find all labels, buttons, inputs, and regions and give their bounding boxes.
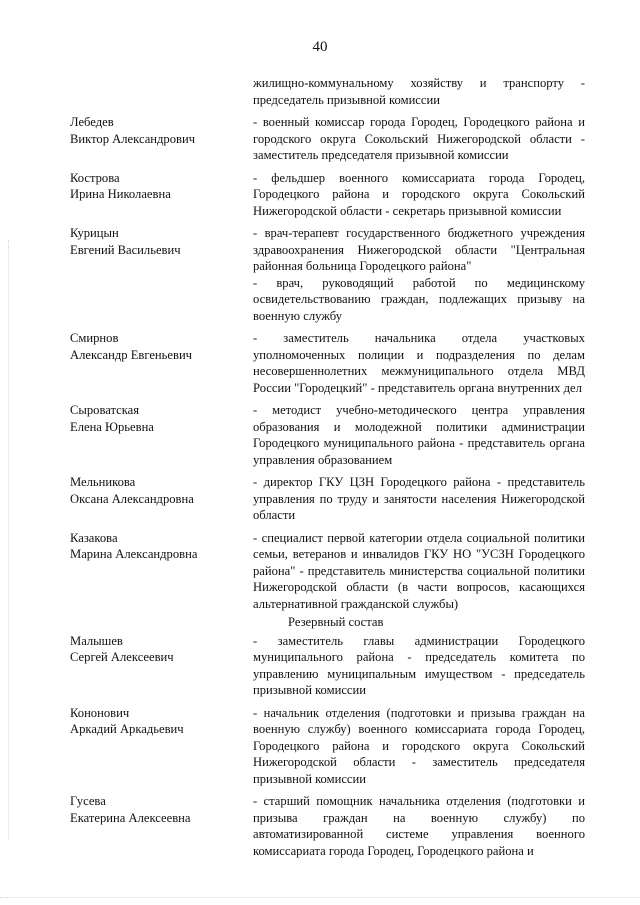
role-text: - врач-терапевт государственного бюджетного учреждения здравоохранения Нижегородской области "Центральная районная больница Городецкого района" [253,226,585,273]
member-surname: Гусева [70,794,106,808]
member-name [70,633,253,699]
member-name [70,114,253,164]
member-name [70,705,253,788]
scan-edge-bottom [0,897,640,899]
member-entry [70,402,585,468]
member-entry [70,114,585,164]
member-surname: Лебедев [70,115,114,129]
member-given-names: Евгений Васильевич [70,242,181,257]
member-given-names: Елена Юрьевна [70,419,154,434]
main-members-list [70,75,585,612]
member-role [253,402,585,468]
role-text: - врач, руководящий работой по медицинскому освидетельствованию граждан, подлежащих призыву на военную службу [253,275,585,323]
member-role [253,114,585,164]
member-role [253,530,585,613]
role-text: - начальник отделения (подготовки и призыва граждан на военную службу) военного комиссариата города Городец, Городецкого района и городского округа Сокольский Нижегородской области - заместитель председателя призывной комиссии [253,705,585,786]
member-given-names: Оксана Александровна [70,491,194,506]
member-entry [70,530,585,613]
role-text: - методист учебно-методического центра управления образования и молодежной политики администрации Городецкого муниципального района - представитель органа управления образованием [253,403,585,467]
member-given-names: Сергей Алексеевич [70,650,174,664]
member-role [253,75,585,108]
member-name [70,170,253,220]
member-name [70,530,253,613]
role-text: - старший помощник начальника отделения (подготовки и призыва граждан на военную службу) по автоматизированной системе управления военного комиссариата города Городец, Городецкого района и [253,794,585,858]
member-entry [70,633,585,699]
member-given-names: Виктор Александрович [70,131,196,146]
member-surname [70,75,253,92]
member-role [253,633,585,699]
member-surname: Кононович [70,705,130,720]
member-name [70,474,253,524]
member-given-names: Аркадий Аркадьевич [70,722,184,736]
member-role [253,225,585,324]
role-text: - заместитель начальника отдела участковых уполномоченных полиции и подразделения по делам несовершеннолетних межмуниципального отдела МВД России "Городецкий" - представитель органа внутренних дел [253,331,585,395]
role-text: жилищно-коммунальному хозяйству и транспорту - председатель призывной комиссии [253,76,585,107]
member-role [253,793,585,859]
member-entry [70,793,585,859]
role-text: - фельдшер военного комиссариата города Городец, Городецкого района и городского округа Сокольский Нижегородской области - секретарь призывной комиссии [253,170,585,218]
role-text: - военный комиссар города Городец, Городецкого района и городского округа Сокольский Нижегородской области - заместитель председателя призывной комиссии [253,115,585,162]
member-given-names: Екатерина Алексеевна [70,810,191,825]
member-surname: Мельникова [70,475,136,489]
member-surname: Малышев [70,633,123,648]
member-entry [70,225,585,324]
member-name [70,75,253,108]
member-surname: Кострова [70,170,120,185]
role-text: - заместитель главы администрации Городецкого муниципального района - председатель комитета по управлению муниципальным имуществом - председатель призывной комиссии [253,633,585,697]
member-entry [70,705,585,788]
reserve-heading: Резервный состав [288,615,384,629]
member-surname: Казакова [70,530,118,545]
member-entry [70,75,585,108]
scan-edge-left [8,240,10,840]
member-entry [70,474,585,524]
member-given-names: Александр Евгеньевич [70,347,193,362]
member-role [253,705,585,788]
member-role [253,330,585,396]
member-role [253,170,585,220]
member-surname: Смирнов [70,331,119,345]
page-number: 40 [312,39,328,55]
member-surname: Курицын [70,226,119,240]
role-text: - директор ГКУ ЦЗН Городецкого района - представитель управления по труду и занятости населения Нижегородской области [253,475,585,522]
reserve-members-list [70,633,585,860]
member-name [70,330,253,396]
member-given-names: Марина Александровна [70,547,198,561]
member-role [253,474,585,524]
member-name [70,225,253,324]
member-given-names: Ирина Николаевна [70,187,171,201]
member-entry [70,170,585,220]
member-surname: Сыроватская [70,403,140,417]
member-given-names [70,92,253,109]
member-name [70,793,253,859]
member-entry [70,330,585,396]
role-text: - специалист первой категории отдела социальной политики семьи, ветеранов и инвалидов ГКУ НО "УСЗН Городецкого района" - представитель министерства социальной политики Нижегородской области (в части вопросов, касающихся альтернативной гражданской службы) [253,530,585,611]
commission-list [70,75,585,865]
member-name [70,402,253,468]
